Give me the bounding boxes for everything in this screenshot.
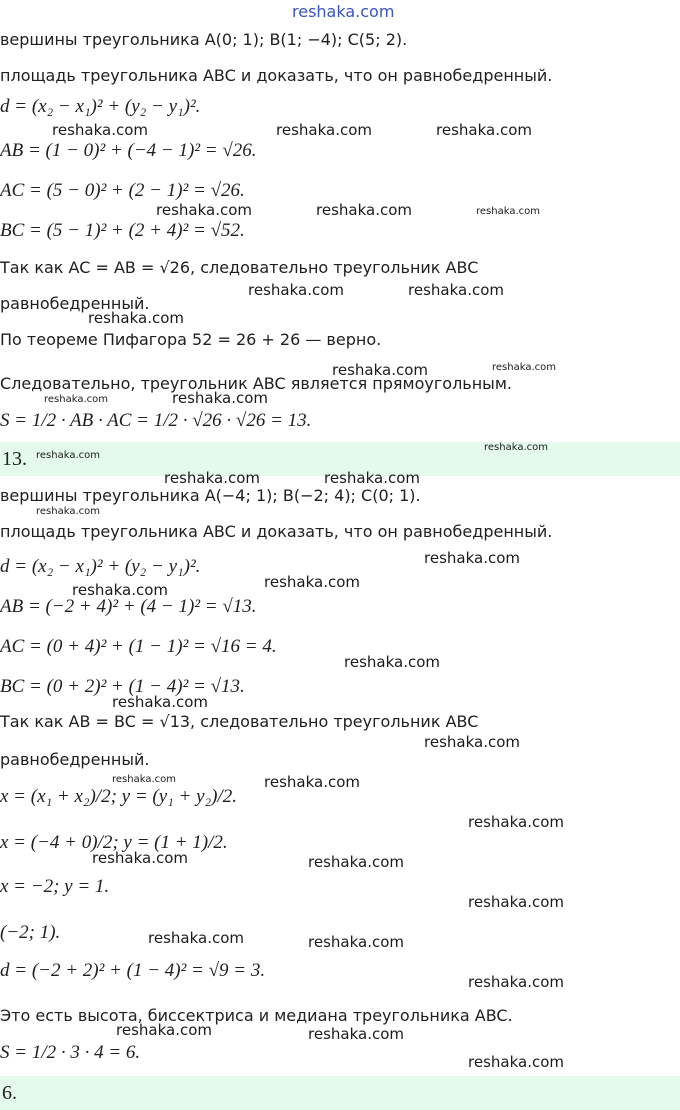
watermark: reshaka.com: [316, 201, 412, 219]
watermark: reshaka.com: [164, 469, 260, 487]
watermark: reshaka.com: [308, 853, 404, 871]
formula-line: S = 1/2 · AB · AC = 1/2 · √26 · √26 = 13.: [0, 410, 312, 431]
text-line: площадь треугольника ABC и доказать, что он равнобедренный.: [0, 66, 553, 85]
watermark: reshaka.com: [468, 973, 564, 991]
watermark: reshaka.com: [248, 281, 344, 299]
formula-line: d = (x₂ − x₁)² + (y₂ − y₁)².: [0, 96, 201, 117]
formula-line: BC = (0 + 2)² + (1 − 4)² = √13.: [0, 676, 245, 697]
watermark: reshaka.com: [116, 1021, 212, 1039]
text-line: По теореме Пифагора 52 = 26 + 26 — верно.: [0, 330, 382, 349]
site-watermark: reshaka.com: [292, 2, 395, 21]
watermark: reshaka.com: [308, 933, 404, 951]
watermark: reshaka.com: [468, 813, 564, 831]
formula-line: BC = (5 − 1)² + (2 + 4)² = √52.: [0, 220, 245, 241]
watermark: reshaka.com: [436, 121, 532, 139]
watermark: reshaka.com: [408, 281, 504, 299]
text-line: Следовательно, треугольник ABC является прямоугольным.: [0, 374, 512, 393]
formula-line: x = (−4 + 0)/2; y = (1 + 1)/2.: [0, 832, 228, 853]
watermark: reshaka.com: [468, 893, 564, 911]
watermark: reshaka.com: [156, 201, 252, 219]
text-line: Это есть высота, биссектриса и медиана треугольника ABC.: [0, 1006, 513, 1025]
watermark: reshaka.com: [276, 121, 372, 139]
watermark: reshaka.com: [332, 361, 428, 379]
text-line: равнобедренный.: [0, 294, 150, 313]
watermark: reshaka.com: [468, 1053, 564, 1071]
text-line: Так как AC = AB = √26, следовательно треугольник ABC: [0, 258, 479, 277]
text-line: равнобедренный.: [0, 750, 150, 769]
watermark: reshaka.com: [476, 206, 540, 217]
watermark: reshaka.com: [172, 389, 268, 407]
watermark: reshaka.com: [36, 450, 100, 461]
formula-line: d = (−2 + 2)² + (1 − 4)² = √9 = 3.: [0, 960, 266, 981]
watermark: reshaka.com: [44, 394, 108, 405]
formula-line: AB = (1 − 0)² + (−4 − 1)² = √26.: [0, 140, 257, 161]
formula-line: x = −2; y = 1.: [0, 876, 110, 897]
watermark: reshaka.com: [264, 773, 360, 791]
watermark: reshaka.com: [88, 309, 184, 327]
watermark: reshaka.com: [112, 693, 208, 711]
formula-line: AC = (0 + 4)² + (1 − 1)² = √16 = 4.: [0, 636, 277, 657]
watermark: reshaka.com: [424, 549, 520, 567]
problem-number-band: [0, 1076, 680, 1110]
watermark: reshaka.com: [344, 653, 440, 671]
problem-number: 6.: [2, 1082, 17, 1104]
text-line: площадь треугольника ABC и доказать, что он равнобедренный.: [0, 522, 553, 541]
watermark: reshaka.com: [92, 849, 188, 867]
formula-line: AB = (−2 + 4)² + (4 − 1)² = √13.: [0, 596, 257, 617]
watermark: reshaka.com: [492, 362, 556, 373]
formula-line: S = 1/2 · 3 · 4 = 6.: [0, 1042, 141, 1063]
watermark: reshaka.com: [424, 733, 520, 751]
problem-number: 13.: [2, 448, 27, 470]
formula-line: AC = (5 − 0)² + (2 − 1)² = √26.: [0, 180, 245, 201]
watermark: reshaka.com: [324, 469, 420, 487]
text-line: вершины треугольника A(−4; 1); B(−2; 4); C(0; 1).: [0, 486, 421, 505]
formula-line: x = (x₁ + x₂)/2; y = (y₁ + y₂)/2.: [0, 786, 237, 807]
formula-line: (−2; 1).: [0, 922, 61, 943]
watermark: reshaka.com: [52, 121, 148, 139]
text-line: вершины треугольника A(0; 1); B(1; −4); C(5; 2).: [0, 30, 408, 49]
formula-line: d = (x₂ − x₁)² + (y₂ − y₁)².: [0, 556, 201, 577]
watermark: reshaka.com: [72, 581, 168, 599]
text-line: Так как AB = BC = √13, следовательно треугольник ABC: [0, 712, 479, 731]
watermark: reshaka.com: [308, 1025, 404, 1043]
watermark: reshaka.com: [148, 929, 244, 947]
watermark: reshaka.com: [36, 506, 100, 517]
watermark: reshaka.com: [484, 442, 548, 453]
watermark: reshaka.com: [112, 774, 176, 785]
watermark: reshaka.com: [264, 573, 360, 591]
